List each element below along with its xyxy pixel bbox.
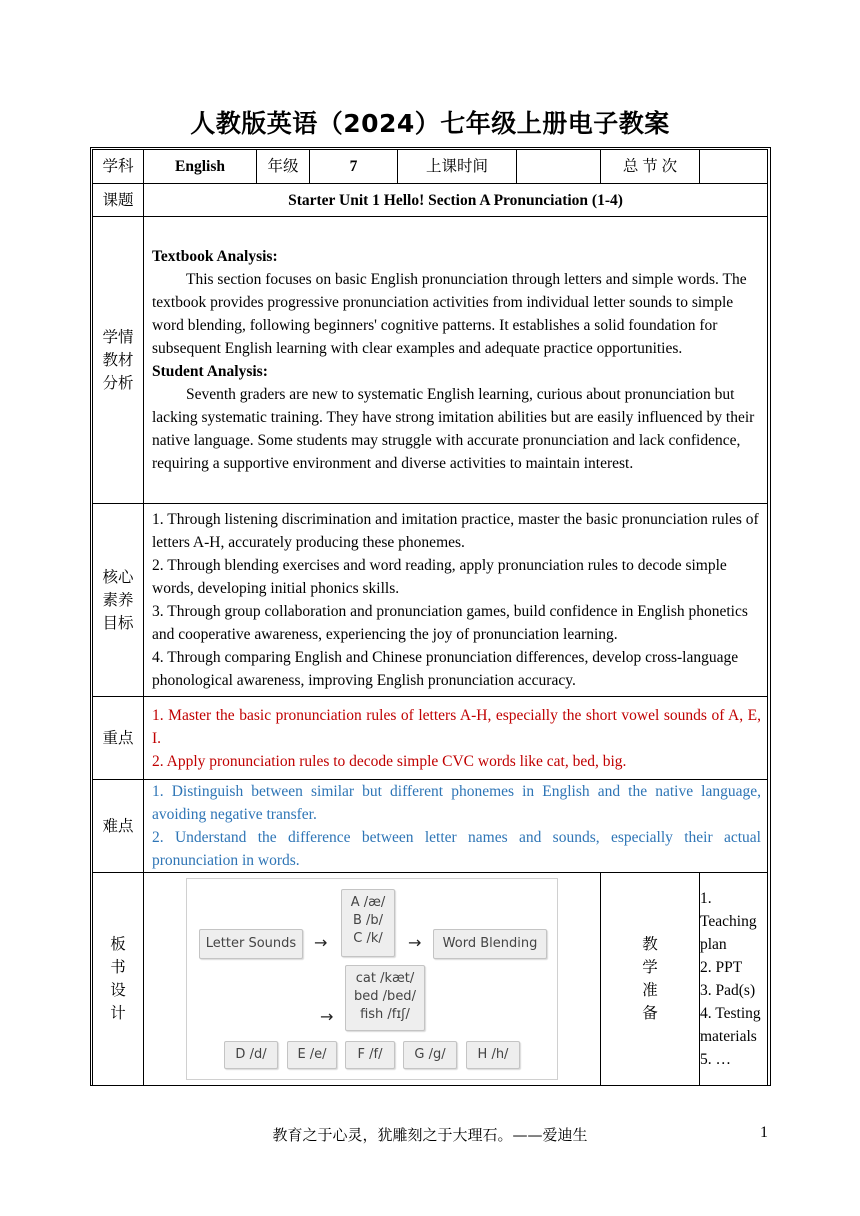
arrow-icon: → bbox=[408, 933, 422, 952]
topic-value: Starter Unit 1 Hello! Section A Pronunciation (1-4) bbox=[144, 184, 768, 217]
topic-row bbox=[93, 184, 768, 217]
objectives-content bbox=[144, 504, 768, 697]
consonant-node: H /h/ bbox=[466, 1041, 520, 1069]
key-point-item: 1. Master the basic pronunciation rules of letters A-H, especially the short vowel sounds of A, E, I. bbox=[152, 706, 761, 747]
vowel-sounds-node: A /æ/ B /b/ C /k/ bbox=[341, 889, 395, 957]
board-design-label: 板 书 设 计 bbox=[93, 873, 144, 1086]
class-time-value bbox=[517, 150, 601, 184]
consonant-node: F /f/ bbox=[345, 1041, 395, 1069]
textbook-analysis-text: This section focuses on basic English pronunciation through letters and simple words. The textbook provides progressive pronunciation activities from individual letter sounds to simple word blending, following beginners' cognitive patterns. It establishes a solid foundation for subsequent English learning with clear examples and adequate practice opportunities. bbox=[152, 271, 747, 357]
difficulty-item: 1. Distinguish between similar but different phonemes in English and the native language, avoiding negative transfer. bbox=[152, 783, 761, 823]
prep-item: 2. PPT bbox=[700, 959, 743, 976]
board-design-row bbox=[93, 873, 768, 1086]
page-number: 1 bbox=[760, 1124, 768, 1141]
grade-label: 年级 bbox=[257, 150, 310, 184]
analysis-label: 学情 教材 分析 bbox=[93, 217, 144, 504]
prep-item: 5. … bbox=[700, 1051, 731, 1068]
key-points-label: 重点 bbox=[93, 697, 144, 780]
footer-quote: 教育之于心灵，犹雕刻之于大理石。——爱迪生 bbox=[272, 1126, 588, 1144]
lesson-plan-table bbox=[92, 149, 768, 1086]
analysis-row bbox=[93, 217, 768, 504]
grade-value: 7 bbox=[310, 150, 398, 184]
difficulties-row bbox=[93, 780, 768, 873]
difficulty-item: 2. Understand the difference between letter names and sounds, especially their actual pronunciation in words. bbox=[152, 829, 761, 869]
subject-label: 学科 bbox=[93, 150, 144, 184]
objectives-row bbox=[93, 504, 768, 697]
prep-item: 4. Testing materials bbox=[700, 1005, 761, 1045]
word-blending-node: Word Blending bbox=[433, 929, 547, 959]
class-time-label: 上课时间 bbox=[398, 150, 517, 184]
arrow-icon: → bbox=[314, 933, 328, 952]
consonant-node: E /e/ bbox=[287, 1041, 337, 1069]
topic-label: 课题 bbox=[93, 184, 144, 217]
objective-item: 2. Through blending exercises and word reading, apply pronunciation rules to decode simple words, developing initial phonics skills. bbox=[152, 557, 727, 597]
arrow-icon: → bbox=[320, 1007, 334, 1026]
prep-item: 3. Pad(s) bbox=[700, 982, 756, 999]
objectives-label: 核心 素养 目标 bbox=[93, 504, 144, 697]
total-sessions-value bbox=[700, 150, 768, 184]
teaching-prep-list bbox=[700, 873, 768, 1086]
key-points-content bbox=[144, 697, 768, 780]
objective-item: 3. Through group collaboration and pronunciation games, build confidence in English phonetics and cooperative awareness, experiencing the joy of pronunciation learning. bbox=[152, 603, 748, 643]
objective-item: 1. Through listening discrimination and imitation practice, master the basic pronunciation rules of letters A-H, accurately producing these phonemes. bbox=[152, 511, 759, 551]
letter-sounds-node: Letter Sounds bbox=[199, 929, 303, 959]
teaching-prep-label: 教 学 准 备 bbox=[601, 873, 700, 1086]
consonant-node: G /g/ bbox=[403, 1041, 457, 1069]
difficulties-label: 难点 bbox=[93, 780, 144, 873]
subject-value: English bbox=[144, 150, 257, 184]
prep-item: 1. Teaching plan bbox=[700, 890, 757, 953]
header-row bbox=[93, 150, 768, 184]
example-words-node: cat /kæt/ bed /bed/ fish /fɪʃ/ bbox=[345, 965, 425, 1031]
textbook-analysis-heading: Textbook Analysis: bbox=[152, 248, 278, 265]
document-title: 人教版英语（2024）七年级上册电子教案 bbox=[190, 109, 670, 138]
analysis-content bbox=[144, 217, 768, 504]
key-point-item: 2. Apply pronunciation rules to decode simple CVC words like cat, bed, big. bbox=[152, 752, 627, 770]
total-sessions-label: 总 节 次 bbox=[601, 150, 700, 184]
board-diagram bbox=[186, 878, 558, 1080]
key-points-row bbox=[93, 697, 768, 780]
board-design-cell bbox=[144, 873, 601, 1086]
difficulties-content bbox=[144, 780, 768, 873]
student-analysis-heading: Student Analysis: bbox=[152, 363, 268, 380]
objective-item: 4. Through comparing English and Chinese pronunciation differences, develop cross-language phonological awareness, improving English pronunciation accuracy. bbox=[152, 649, 739, 689]
consonant-node: D /d/ bbox=[224, 1041, 278, 1069]
student-analysis-text: Seventh graders are new to systematic English learning, curious about pronunciation but lacking systematic training. They have strong imitation abilities but are easily influenced by their native language. Some students may struggle with accurate pronunciation and lack confidence, requiring a supportive environment and diverse activities to maintain interest. bbox=[152, 386, 755, 472]
